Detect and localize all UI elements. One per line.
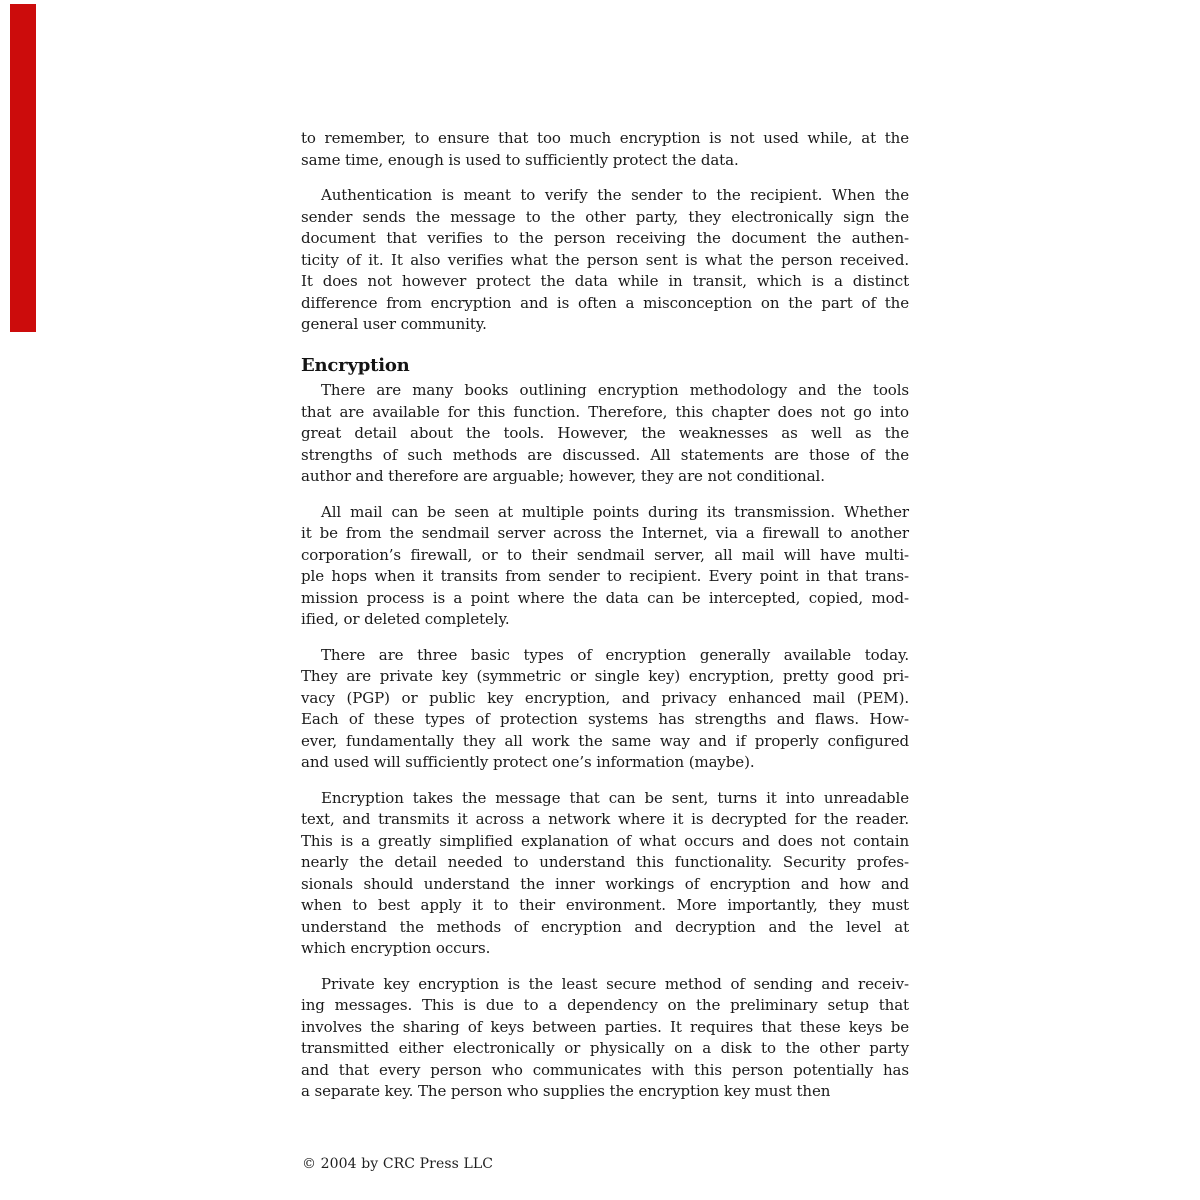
text-line: Each of these types of protection systems has strengths and flaws. How- xyxy=(301,710,909,728)
text-line: strengths of such methods are discussed. All statements are those of the xyxy=(301,445,909,464)
text-line: sender sends the message to the other party, they electronically sign the xyxy=(301,207,909,226)
text-line: It does not however protect the data while in transit, which is a distinct xyxy=(301,272,909,290)
text-line: author and therefore are arguable; however, they are not conditional. xyxy=(301,467,825,485)
text-line: text, and transmits it across a network where it is decrypted for the reader. xyxy=(301,810,909,828)
paragraph xyxy=(301,974,909,1103)
paragraph xyxy=(301,185,909,336)
section-heading: Encryption xyxy=(301,354,410,376)
text-line: Authentication is meant to verify the sender to the recipient. When the xyxy=(321,186,909,204)
text-line: and that every person who communicates with this person potentially has xyxy=(301,1060,909,1079)
text-line: document that verifies to the person receiving the document the authen- xyxy=(301,229,909,247)
text-line: difference from encryption and is often a misconception on the part of the xyxy=(301,293,909,312)
text-line: They are private key (symmetric or single key) encryption, pretty good pri- xyxy=(301,667,909,685)
text-line: sionals should understand the inner workings of encryption and how and xyxy=(301,874,909,893)
text-line: great detail about the tools. However, the weaknesses as well as the xyxy=(301,424,909,442)
text-line: ified, or deleted completely. xyxy=(301,610,510,628)
text-line: vacy (PGP) or public key encryption, and privacy enhanced mail (PEM). xyxy=(301,688,909,707)
text-line: which encryption occurs. xyxy=(301,939,491,957)
page-text xyxy=(301,128,909,1117)
paragraph xyxy=(301,128,909,171)
text-line: when to best apply it to their environment. More importantly, they must xyxy=(301,896,909,914)
paragraph xyxy=(301,788,909,960)
text-line: to remember, to ensure that too much encryption is not used while, at the xyxy=(301,129,909,147)
text-line: Private key encryption is the least secure method of sending and receiv- xyxy=(321,974,909,993)
text-line: understand the methods of encryption and decryption and the level at xyxy=(301,917,909,936)
text-line: ever, fundamentally they all work the same way and if properly configured xyxy=(301,731,909,750)
text-line: a separate key. The person who supplies the encryption key must then xyxy=(301,1082,831,1100)
paragraph xyxy=(301,502,909,631)
text-line: transmitted either electronically or physically on a disk to the other party xyxy=(301,1039,909,1057)
text-line: All mail can be seen at multiple points during its transmission. Whether xyxy=(321,502,909,521)
text-line: nearly the detail needed to understand this functionality. Security profes- xyxy=(301,853,909,871)
text-line: This is a greatly simplified explanation of what occurs and does not contain xyxy=(301,831,909,850)
text-line: and used will sufficiently protect one’s information (maybe). xyxy=(301,753,755,771)
text-line: ple hops when it transits from sender to recipient. Every point in that trans- xyxy=(301,567,909,585)
text-line: ing messages. This is due to a dependency on the preliminary setup that xyxy=(301,996,909,1014)
chapter-accent-bar xyxy=(10,4,36,332)
text-line: There are three basic types of encryption generally available today. xyxy=(321,645,909,664)
text-line: ticity of it. It also verifies what the person sent is what the person received. xyxy=(301,250,909,269)
text-line: it be from the sendmail server across the Internet, via a firewall to another xyxy=(301,524,909,542)
text-line: Encryption takes the message that can be sent, turns it into unreadable xyxy=(321,788,909,807)
text-line: mission process is a point where the data can be intercepted, copied, mod- xyxy=(301,588,909,607)
paragraph xyxy=(301,380,909,488)
text-line: that are available for this function. Therefore, this chapter does not go into xyxy=(301,402,909,421)
text-line: same time, enough is used to sufficiently protect the data. xyxy=(301,150,739,169)
text-line: involves the sharing of keys between parties. It requires that these keys be xyxy=(301,1017,909,1036)
text-line: general user community. xyxy=(301,315,487,333)
copyright-notice: © 2004 by CRC Press LLC xyxy=(302,1156,494,1172)
text-line: There are many books outlining encryption methodology and the tools xyxy=(321,381,909,399)
paragraph xyxy=(301,645,909,774)
text-line: corporation’s firewall, or to their sendmail server, all mail will have multi- xyxy=(301,545,909,564)
